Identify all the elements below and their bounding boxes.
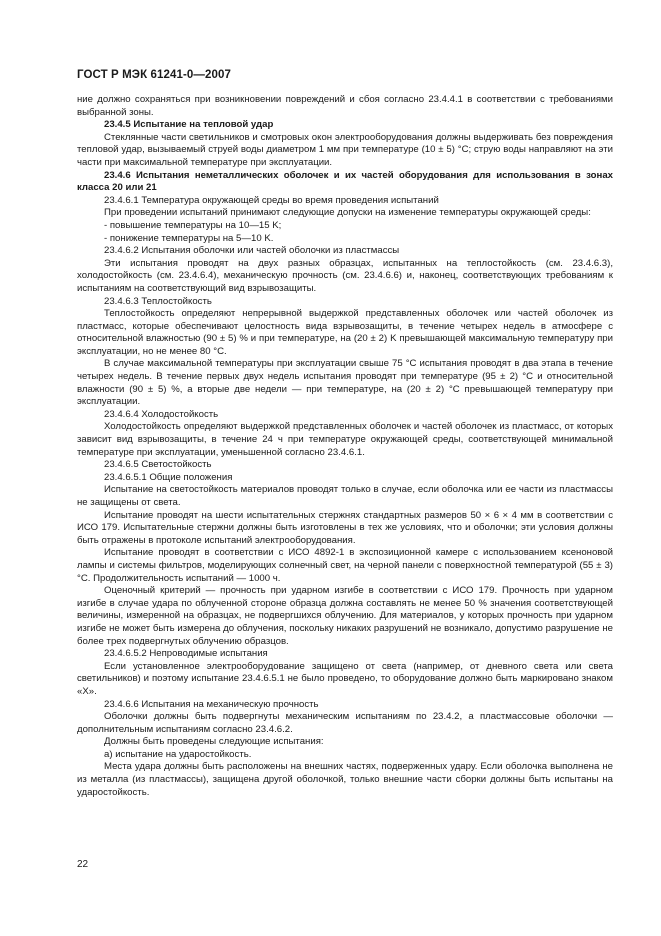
subsection-heading: 23.4.6.5 Светостойкость xyxy=(104,459,212,471)
paragraph: Теплостойкость определяют непрерывной выдержкой представленных оболочек или частей оболочек из пластмасс, которые обеспечивают целостность вида взрывозащиты, в течение четырех недель в атмосфере с относительной влажностью (90 ± 5) % и при температуре, на (20 ± 2) K превышающей максимальную температуру при эксплуатации, но не менее 80 °C. xyxy=(77,308,613,357)
page-number: 22 xyxy=(77,859,89,870)
list-item: - понижение температуры на 5—10 K. xyxy=(104,232,274,244)
section-heading: 23.4.5 Испытание на тепловой удар xyxy=(104,119,274,131)
paragraph: В случае максимальной температуры при эксплуатации свыше 75 °C испытания проводят в два этапа в течение четырех недель. В течение первых двух недель испытания проводят при температуре (95 ± 2) °C и относительной влажности (90 ± 5) %, а вторые две недели — при температуре, на (20 ± 2) °C превышающей температуру при эксплуатации. xyxy=(77,358,613,408)
subsection-heading: 23.4.6.6 Испытания на механическую прочность xyxy=(104,698,319,710)
paragraph: Стеклянные части светильников и смотровых окон электрооборудования должны выдерживать без повреждения тепловой удар, вызываемый струей воды диаметром 1 мм при температуре (10 ± 5) °C; струю воды направляют на эти части при максимальной температуре при эксплуатации. xyxy=(77,131,613,168)
paragraph: Испытание проводят на шести испытательных стержнях стандартных размеров 50 × 6 × 4 мм в соответствии с ИСО 179. Испытательные стержни должны быть изготовлены в тех же условиях, что и оболочки; эти условия должны быть отражены в протоколе испытаний электрооборудования. xyxy=(77,509,613,546)
paragraph: Должны быть проведены следующие испытания: xyxy=(104,736,324,748)
paragraph: Оболочки должны быть подвергнуты механическим испытаниям по 23.4.2, а пластмассовые оболочки — дополнительным испытаниям согласно 23.4.6.2. xyxy=(77,711,613,735)
paragraph: Места удара должны быть расположены на внешних частях, подверженных удару. Если оболочка выполнена не из металла (из пластмассы), защищена другой оболочкой, только внешние части сборки должны быть испытаны на ударостойкость. xyxy=(77,761,613,798)
page-body xyxy=(77,94,613,799)
list-item: - повышение температуры на 10—15 K; xyxy=(104,219,282,231)
paragraph: Эти испытания проводят на двух разных образцах, испытанных на теплостойкость (см. 23.4.6.3), холодостойкость (см. 23.4.6.4), механическую прочность (см. 23.4.6.6) и, наконец, соответствующих требованиям к испытаниям на соответствующий вид взрывозащиты. xyxy=(77,257,613,294)
paragraph: Если установленное электрооборудование защищено от света (например, от дневного света или света светильников) и поэтому испытание 23.4.6.5.1 не было проведено, то оборудование должно быть маркировано знаком «X». xyxy=(77,660,613,697)
subsection-heading: 23.4.6.4 Холодостойкость xyxy=(104,408,219,420)
paragraph: ние должно сохраняться при возникновении повреждений и сбоя согласно 23.4.4.1 в соответствии с требованиями выбранной зоны. xyxy=(77,94,613,118)
document-header: ГОСТ Р МЭК 61241-0—2007 xyxy=(77,69,231,81)
paragraph: При проведении испытаний принимают следующие допуски на изменение температуры окружающей среды: xyxy=(104,207,591,219)
paragraph: Испытание на светостойкость материалов проводят только в случае, если оболочка или ее части из пластмассы не защищены от света. xyxy=(77,484,613,508)
subsection-heading: 23.4.6.3 Теплостойкость xyxy=(104,295,212,307)
paragraph: Холодостойкость определяют выдержкой представленных оболочек и частей оболочек из пластмасс, от которых зависит вид взрывозащиты, в течение 24 ч при температуре окружающей среды, соответствующей минимальной температуре при эксплуатации, уменьшенной согласно 23.4.6.1. xyxy=(77,421,613,458)
subsection-heading: 23.4.6.2 Испытания оболочки или частей оболочки из пластмассы xyxy=(104,245,400,257)
list-item: а) испытание на ударостойкость. xyxy=(104,748,252,760)
subsection-heading: 23.4.6.5.1 Общие положения xyxy=(104,471,233,483)
subsection-heading: 23.4.6.1 Температура окружающей среды во время проведения испытаний xyxy=(104,194,439,206)
paragraph: Испытание проводят в соответствии с ИСО 4892-1 в экспозиционной камере с использованием ксеноновой лампы и системы фильтров, моделирующих солнечный свет, на черной панели с поверхностной температурой (55 ± 3) °C. Продолжительность испытаний — 1000 ч. xyxy=(77,547,613,584)
section-heading: 23.4.6 Испытания неметаллических оболочек и их частей оборудования для использования в зонах класса 20 или 21 xyxy=(77,169,613,194)
subsection-heading: 23.4.6.5.2 Непроводимые испытания xyxy=(104,648,268,660)
paragraph: Оценочный критерий — прочность при ударном изгибе в соответствии с ИСО 179. Прочность при ударном изгибе в случае удара по облученной стороне образца должна составлять не менее 50 % значения соответствующей величины, измеренной на образцах, не подвергшихся облучению. Для материалов, у которых прочность при ударном изгибе не может быть измерена до облучения, поскольку никаких разрушений не возникало, допустимо разрушение не более трех подвергнутых облучению образцов. xyxy=(77,585,613,647)
